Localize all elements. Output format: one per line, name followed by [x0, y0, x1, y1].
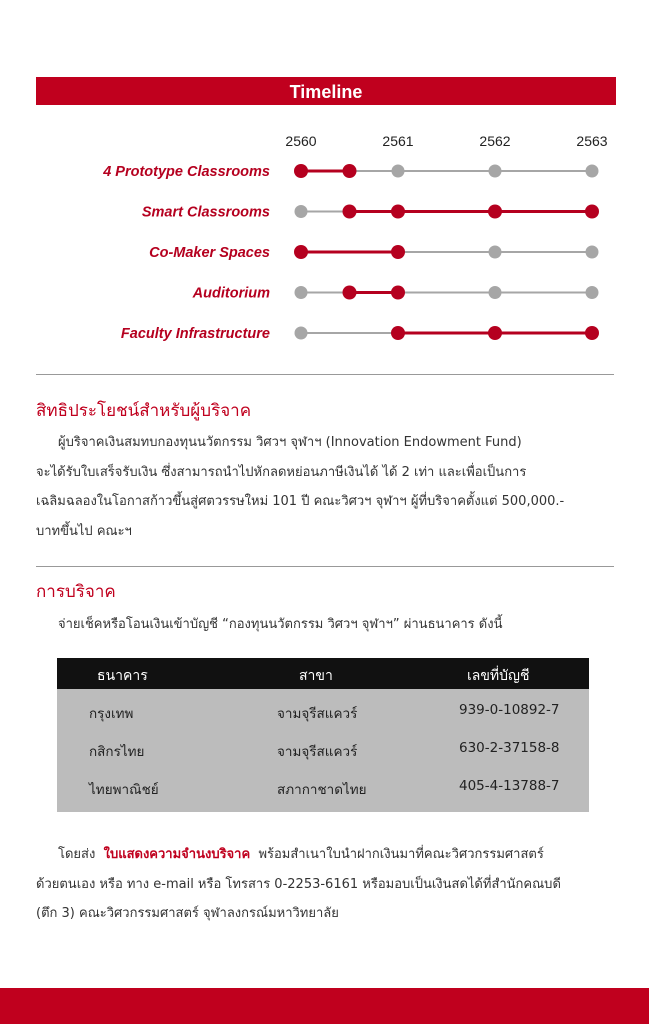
timeline-dot — [586, 286, 599, 299]
footer-prefix: โดยส่ง — [58, 847, 96, 862]
account-number: 630-2-37158-8 — [459, 740, 560, 756]
timeline-row-label: Smart Classrooms — [141, 204, 270, 221]
timeline-dot — [343, 205, 357, 219]
donation-intro: จ่ายเช็คหรือโอนเงินเข้าบัญชี “กองทุนนวัตกรรม วิศวฯ จุฬาฯ” ผ่านธนาคาร ดังนี้ — [58, 617, 503, 632]
divider — [36, 374, 614, 375]
branch-name: จามจุรีสแควร์ — [277, 744, 358, 760]
benefits-paragraph — [36, 428, 616, 546]
timeline-dot — [295, 327, 308, 340]
timeline-dot — [391, 286, 405, 300]
timeline-dot — [294, 164, 308, 178]
benefits-line: บาทขึ้นไป คณะฯ — [36, 523, 132, 539]
year-label: 2562 — [479, 133, 511, 149]
footer-band — [0, 988, 649, 1024]
account-number: 405-4-13788-7 — [459, 778, 560, 794]
pledge-form-highlight: ใบแสดงความจำนงบริจาค — [103, 847, 251, 862]
header-branch: สาขา — [299, 668, 333, 684]
timeline-dot — [489, 165, 502, 178]
timeline-dot — [391, 245, 405, 259]
timeline-dot — [489, 286, 502, 299]
timeline-dot — [391, 326, 405, 340]
timeline-dot — [343, 164, 357, 178]
benefits-line: จะได้รับใบเสร็จรับเงิน ซึ่งสามารถนำไปหักลดหย่อนภาษีเงินได้ ได้ 2 เท่า และเพื่อเป็นการ — [36, 464, 527, 480]
benefits-line: ผู้บริจาคเงินสมทบกองทุนนวัตกรรม วิศวฯ จุฬาฯ (Innovation Endowment Fund) — [58, 435, 522, 450]
timeline-dot — [586, 246, 599, 259]
bank-table-body — [57, 689, 589, 812]
timeline-chart — [0, 120, 649, 350]
year-label: 2563 — [576, 133, 608, 149]
timeline-dot — [585, 205, 599, 219]
timeline-title: Timeline — [36, 77, 616, 105]
branch-name: จามจุรีสแควร์ — [277, 706, 358, 722]
timeline-dot — [586, 165, 599, 178]
branch-name: สภากาชาดไทย — [277, 782, 367, 798]
donation-heading: การบริจาค — [36, 582, 116, 602]
bank-name: ไทยพาณิชย์ — [89, 782, 159, 798]
timeline-dot — [489, 246, 502, 259]
bank-table-header — [57, 658, 589, 689]
timeline-dot — [391, 205, 405, 219]
footer-line: ด้วยตนเอง หรือ ทาง e-mail หรือ โทรสาร 0-2253-6161 หรือมอบเป็นเงินสดได้ที่สำนักคณบดี — [36, 876, 561, 892]
table-row — [57, 702, 589, 732]
donation-footer — [36, 840, 616, 929]
year-label: 2560 — [285, 133, 317, 149]
timeline-dot — [343, 286, 357, 300]
bank-name: กสิกรไทย — [89, 744, 145, 760]
footer-line1-rest: พร้อมสำเนาใบนำฝากเงินมาที่คณะวิศวกรรมศาสตร์ — [258, 847, 544, 862]
timeline-dot — [295, 286, 308, 299]
account-number: 939-0-10892-7 — [459, 702, 560, 718]
header-bank: ธนาคาร — [97, 668, 148, 684]
footer-line: (ตึก 3) คณะวิศวกรรมศาสตร์ จุฬาลงกรณ์มหาวิทยาลัย — [36, 906, 339, 921]
benefits-heading: สิทธิประโยชน์สำหรับผู้บริจาค — [36, 401, 252, 421]
timeline-dot — [488, 326, 502, 340]
divider — [36, 566, 614, 567]
table-row — [57, 740, 589, 770]
timeline-dot — [295, 205, 308, 218]
table-row — [57, 778, 589, 808]
timeline-row-label: Faculty Infrastructure — [120, 326, 270, 342]
timeline-dot — [294, 245, 308, 259]
footer-line — [36, 840, 616, 870]
benefits-line: เฉลิมฉลองในโอกาสก้าวขึ้นสู่ศตวรรษใหม่ 101 ปี คณะวิศวฯ จุฬาฯ ผู้ที่บริจาคตั้งแต่ 500,000.- — [36, 494, 565, 509]
year-label: 2561 — [382, 133, 414, 149]
bank-name: กรุงเทพ — [89, 706, 134, 722]
timeline-dot — [488, 205, 502, 219]
timeline-row-label: Co-Maker Spaces — [149, 245, 270, 261]
header-account: เลขที่บัญชี — [467, 668, 530, 684]
timeline-dot — [585, 326, 599, 340]
timeline-dot — [392, 165, 405, 178]
timeline-row-label: 4 Prototype Classrooms — [103, 164, 270, 180]
bank-table — [57, 658, 589, 812]
timeline-row-label: Auditorium — [192, 285, 270, 302]
